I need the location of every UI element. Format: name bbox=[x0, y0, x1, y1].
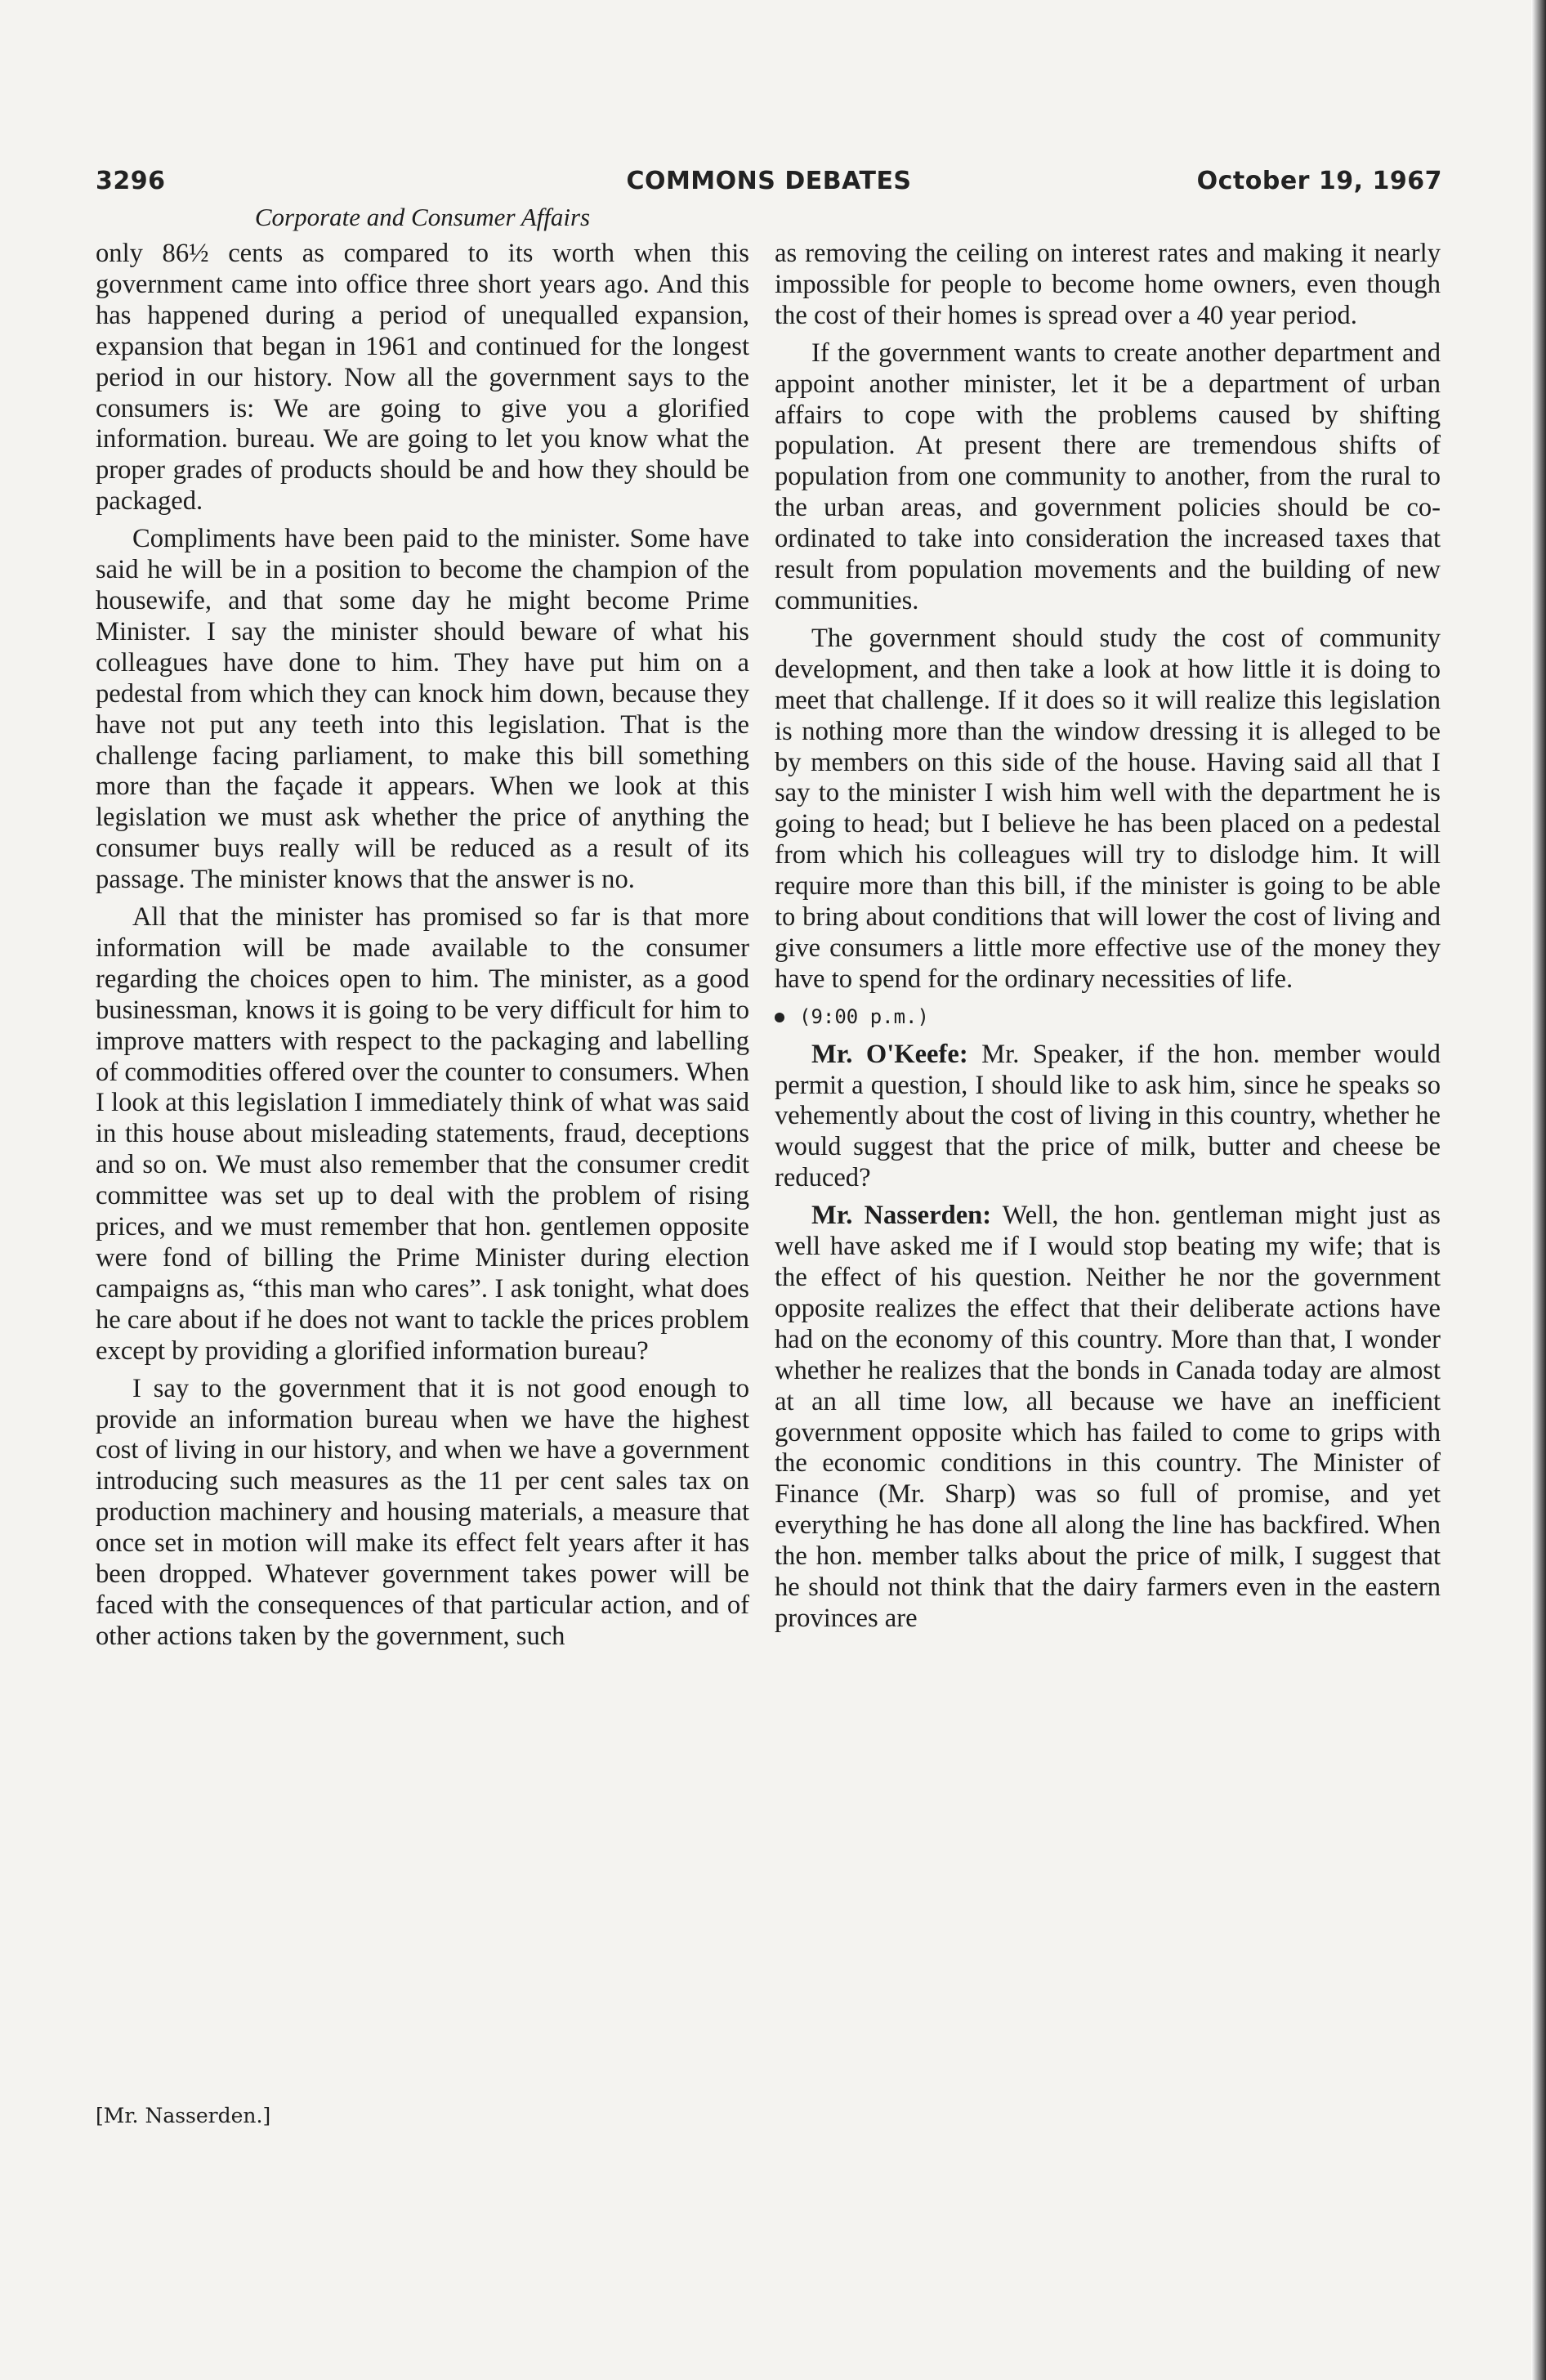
speech-text: Mr. Speaker, if the hon. member would permit a question, I should like to ask him, since he speaks so vehemently about the cost of living in this country, whether he would suggest that the price of milk, butter and cheese be reduced? bbox=[775, 1039, 1441, 1193]
left-column bbox=[96, 239, 749, 1659]
paragraph: All that the minister has promised so far is that more information will be made available to the consumer regarding the choices open to him. The minister, as a good businessman, knows it is going to be very difficult for him to improve matters with respect to the packaging and labelling of commodities offered over the counter to consumers. When I look at this legislation I immediately think of what was said in this house about misleading statements, fraud, deceptions and so on. We must also remember that the consumer credit committee was set up to deal with the problem of rising prices, and we must remember that hon. gentlemen opposite were fond of billing the Prime Minister during election campaigns as, “this man who cares”. I ask tonight, what does he care about if he does not want to tackle the prices problem except by providing a glorified information bureau? bbox=[96, 902, 749, 1366]
right-column bbox=[775, 239, 1441, 1641]
publication-date: October 19, 1967 bbox=[1196, 167, 1442, 195]
paragraph: If the government wants to create another department and appoint another minister, let it be a department of urban affairs to cope with the problems caused by shifting population. At present there are tremendous shifts of population from one community to another, from the rural to the urban areas, and government policies should be co-ordinated to take into consideration the increased taxes that result from population movements and the building of new communities. bbox=[775, 338, 1441, 615]
bullet-icon bbox=[775, 1013, 784, 1022]
page-edge-shadow bbox=[1531, 0, 1546, 2380]
paragraph: only 86½ cents as compared to its worth when this government came into office three short years ago. And this has happened during a period of unequalled expansion, expansion that began in 1961 and continued for the longest period in our history. Now all the government says to the consumers is: We are going to give you a glorified information. bureau. We are going to let you know what the proper grades of products should be and how they should be packaged. bbox=[96, 239, 749, 517]
speaker-name: Mr. Nasserden: bbox=[811, 1201, 992, 1231]
speaker-name: Mr. O'Keefe: bbox=[811, 1039, 968, 1069]
page-number: 3296 bbox=[96, 167, 166, 195]
paragraph: Compliments have been paid to the minister. Some have said he will be in a position to become the champion of the housewife, and that some day he might become Prime Minister. I say the minister should beware of what his colleagues have done to him. They have put him on a pedestal from which they can knock him down, because they have not put any teeth into this legislation. That is the challenge facing parliament, to make this bill something more than the façade it appears. When we look at this legislation we must ask whether the price of anything the consumer buys really will be reduced as a result of its passage. The minister knows that the answer is no. bbox=[96, 524, 749, 895]
speech-okeefe bbox=[775, 1040, 1441, 1195]
section-subheader: Corporate and Consumer Affairs bbox=[254, 203, 591, 231]
paragraph: The government should study the cost of community development, and then take a look at how little it is doing to meet that challenge. If it does so it will realize this legislation is nothing more than the window dressing it is alleged to be by members on this side of the house. Having said all that I say to the minister I wish him well with the department he is going to head; but I believe he has been placed on a pedestal from which his colleagues will try to dislodge him. It will require more than this bill, if the minister is going to be able to bring about conditions that will lower the cost of living and give consumers a little more effective use of the money they have to spend for the ordinary necessities of life. bbox=[775, 623, 1441, 994]
timestamp-text: (9:00 p.m.) bbox=[799, 1004, 929, 1028]
publication-title: COMMONS DEBATES bbox=[626, 167, 912, 195]
speech-nasserden bbox=[775, 1201, 1441, 1635]
paragraph: I say to the government that it is not good enough to provide an information bureau when we have the highest cost of living in our history, and when we have a government introducing such measures as the 11 per cent sales tax on production machinery and housing materials, a measure that once set in motion will make its effect felt years after it has been dropped. Whatever government takes power will be faced with the consequences of that particular action, and of other actions taken by the government, such bbox=[96, 1373, 749, 1651]
speech-text: Well, the hon. gentleman might just as well have asked me if I would stop beating my wife; that is the effect of his question. Neither he nor the government opposite realizes the effect that their deliberate actions have had on the economy of this country. More than that, I wonder whether he realizes that the bonds in Canada today are almost at an all time low, all because we have an inefficient government opposite which has failed to come to grips with the economic conditions in this country. The Minister of Finance (Mr. Sharp) was so full of promise, and yet everything he has done all along the line has backfired. When the hon. member talks about the price of milk, I suggest that he should not think that the dairy farmers even in the eastern provinces are bbox=[775, 1201, 1441, 1633]
time-marker bbox=[775, 1002, 1441, 1033]
paragraph: as removing the ceiling on interest rates and making it nearly impossible for people to become home owners, even though the cost of their homes is spread over a 40 year period. bbox=[775, 239, 1441, 330]
footer-speaker-note: [Mr. Nasserden.] bbox=[96, 2104, 271, 2127]
page-header bbox=[96, 167, 1442, 203]
